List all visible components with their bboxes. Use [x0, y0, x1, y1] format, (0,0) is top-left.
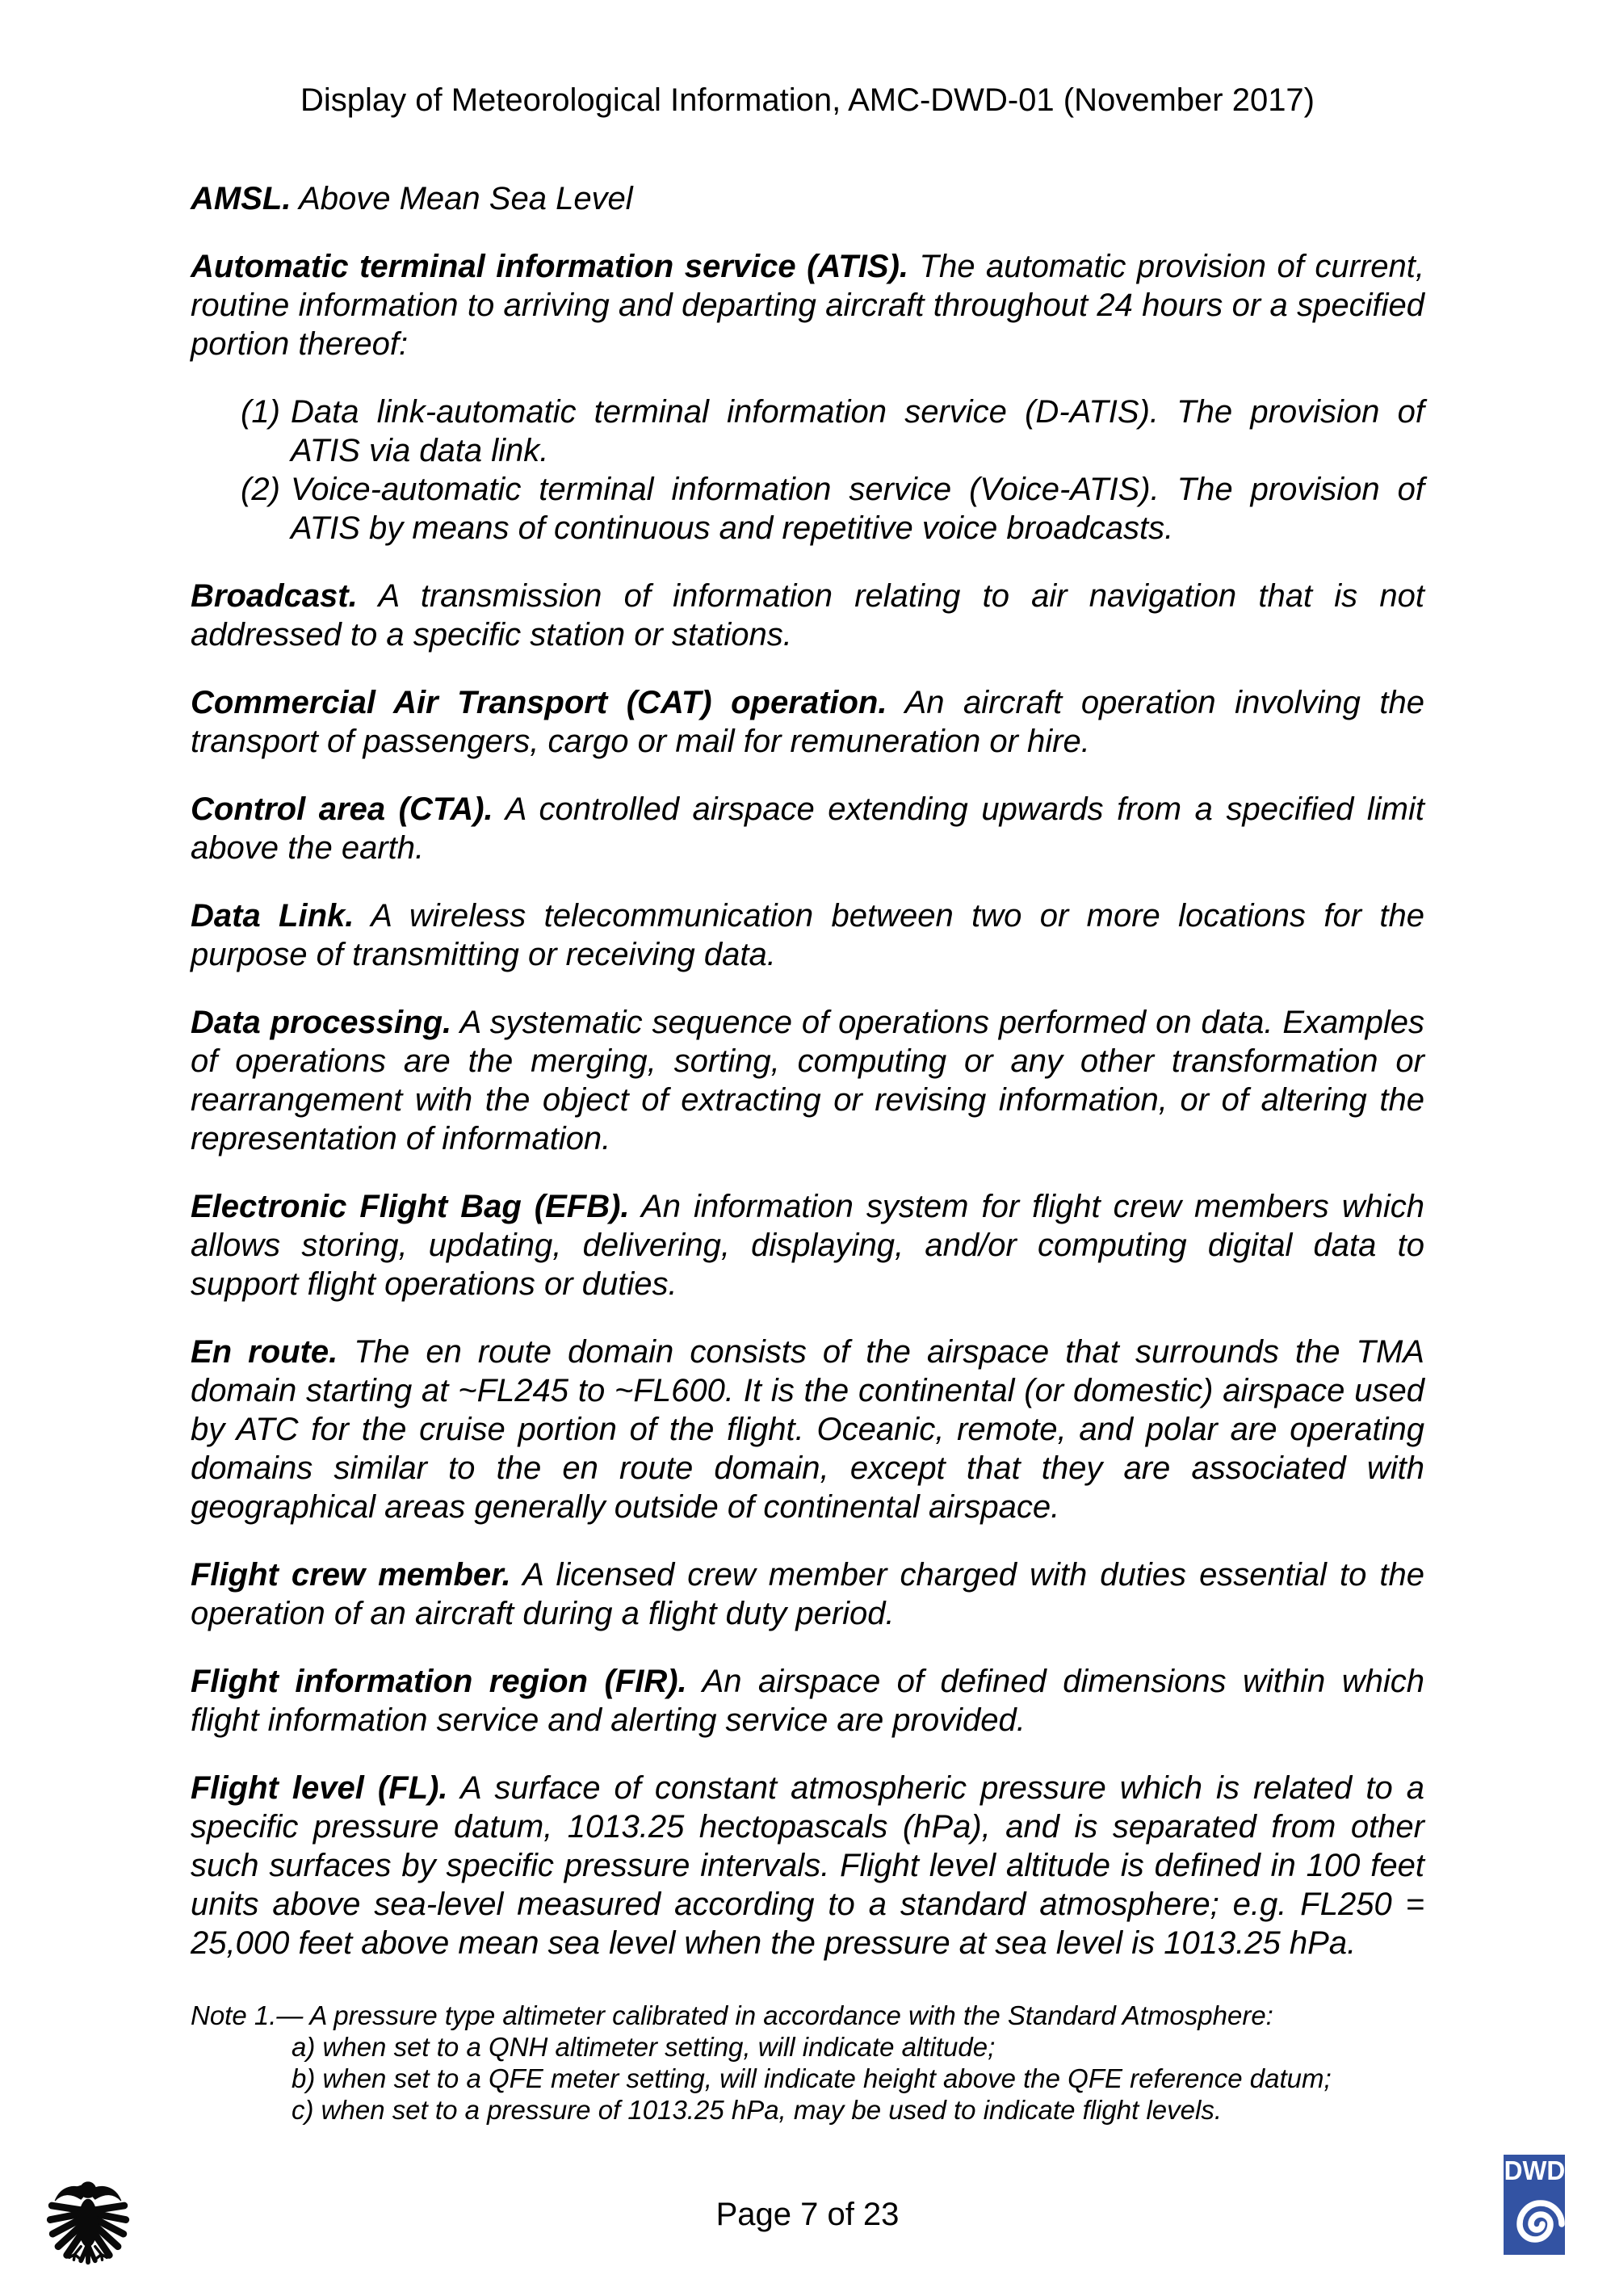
dwd-logo — [1504, 2155, 1565, 2255]
definition-text: A systematic sequence of operations performed on data. Examples of operations are the merging, sorting, computing or any other transformation or rearrangement with the object of extracting or revising information, or of altering the representation of information. — [191, 1005, 1424, 1156]
definition-term: Electronic Flight Bag (EFB). — [191, 1189, 630, 1224]
definition-text: Above Mean Sea Level — [299, 181, 633, 216]
definition-term: Automatic terminal information service (ATIS). — [191, 249, 909, 284]
note-block — [191, 2000, 1424, 2126]
note-item-text: when set to a QFE meter setting, will indicate height above the QFE reference datum; — [322, 2063, 1332, 2093]
dwd-logo-label: DWD — [1504, 2155, 1565, 2185]
definition-text: A transmission of information relating to air navigation that is not addressed to a specific station or stations. — [191, 578, 1424, 653]
definition-text: A licensed crew member charged with duties essential to the operation of an aircraft during a flight duty period. — [191, 1557, 1424, 1631]
definition-text: An information system for flight crew members which allows storing, updating, delivering, displaying, and/or computing digital data to support flight operations or duties. — [191, 1189, 1425, 1302]
definition-flight-crew-member — [191, 1555, 1424, 1633]
list-item-marker: (1) — [241, 394, 280, 430]
definition-text: An airspace of defined dimensions within which flight information service and alerting service are provided. — [191, 1664, 1424, 1738]
definition-term: Data processing. — [191, 1005, 452, 1040]
list-item-marker: (2) — [241, 472, 280, 507]
definition-term: Flight level (FL). — [191, 1770, 448, 1806]
definition-term: Data Link. — [191, 898, 354, 934]
definition-data-processing — [191, 1003, 1424, 1158]
definition-efb — [191, 1187, 1424, 1303]
note-item-c — [191, 2094, 1424, 2126]
note-item-marker: a) — [292, 2032, 316, 2062]
page-number: Page 7 of 23 — [715, 2197, 900, 2232]
page-header-title: Display of Meteorological Information, AMC-DWD-01 (November 2017) — [300, 82, 1315, 118]
atis-sublist — [191, 392, 1424, 548]
note-item-text: when set to a pressure of 1013.25 hPa, may be used to indicate flight levels. — [321, 2095, 1223, 2125]
note-item-a — [191, 2031, 1424, 2063]
definition-term: Flight information region (FIR). — [191, 1664, 687, 1699]
definition-text: The automatic provision of current, routine information to arriving and departing aircraft throughout 24 hours or a specified portion thereof: — [191, 249, 1424, 362]
definition-broadcast — [191, 577, 1424, 654]
definition-atis — [191, 247, 1424, 363]
definition-control-area — [191, 790, 1424, 867]
definition-cat-operation — [191, 683, 1424, 761]
definition-text: The en route domain consists of the airspace that surrounds the TMA domain starting at ~FL245 to ~FL600. It is the continental (or domestic) airspace used by ATC for the cruise portion of the flight. Oceanic, remote, and polar are operating domains similar to the en route domain, except that they are associated with geographical areas generally outside of continental airspace. — [191, 1334, 1424, 1525]
definition-text: An aircraft operation involving the transport of passengers, cargo or mail for remuneration or hire. — [191, 685, 1424, 759]
note-item-text: when set to a QNH altimeter setting, will indicate altitude; — [322, 2032, 996, 2062]
note-item-marker: b) — [292, 2063, 316, 2093]
definition-text: A wireless telecommunication between two or more locations for the purpose of transmitting or receiving data. — [191, 898, 1424, 972]
definition-text: A controlled airspace extending upwards from a specified limit above the earth. — [191, 791, 1425, 866]
note-intro: Note 1.— A pressure type altimeter calibrated in accordance with the Standard Atmosphere: — [191, 2000, 1273, 2030]
note-item-marker: c) — [292, 2095, 314, 2125]
definition-term: Flight crew member. — [191, 1557, 511, 1593]
definition-flight-level — [191, 1769, 1424, 1962]
definition-term: AMSL. — [191, 181, 292, 216]
definition-term: Commercial Air Transport (CAT) operation. — [191, 685, 887, 720]
definition-amsl — [191, 179, 1424, 218]
list-item-d-atis — [191, 392, 1424, 470]
list-item-text: Voice-automatic terminal information service (Voice-ATIS). The provision of ATIS by means of continuous and repetitive voice broadcasts. — [291, 472, 1424, 546]
definition-en-route — [191, 1333, 1424, 1526]
definition-term: En route. — [191, 1334, 338, 1370]
definition-term: Broadcast. — [191, 578, 358, 614]
definition-data-link — [191, 896, 1424, 974]
list-item-voice-atis — [191, 470, 1424, 548]
dwd-spiral-icon — [1504, 2185, 1565, 2255]
list-item-text: Data link-automatic terminal information service (D-ATIS). The provision of ATIS via data link. — [291, 394, 1424, 468]
note-item-b — [191, 2063, 1424, 2094]
definition-text: A surface of constant atmospheric pressure which is related to a specific pressure datum, 1013.25 hectopascals (hPa), and is separated from other such surfaces by specific pressure intervals. Flight level altitude is defined in 100 feet units above sea-level measured according to a standard atmosphere; e.g. FL250 = 25,000 feet above mean sea level when the pressure at sea level is 1013.25 hPa. — [191, 1770, 1424, 1961]
definition-fir — [191, 1662, 1424, 1740]
definition-term: Control area (CTA). — [191, 791, 493, 827]
